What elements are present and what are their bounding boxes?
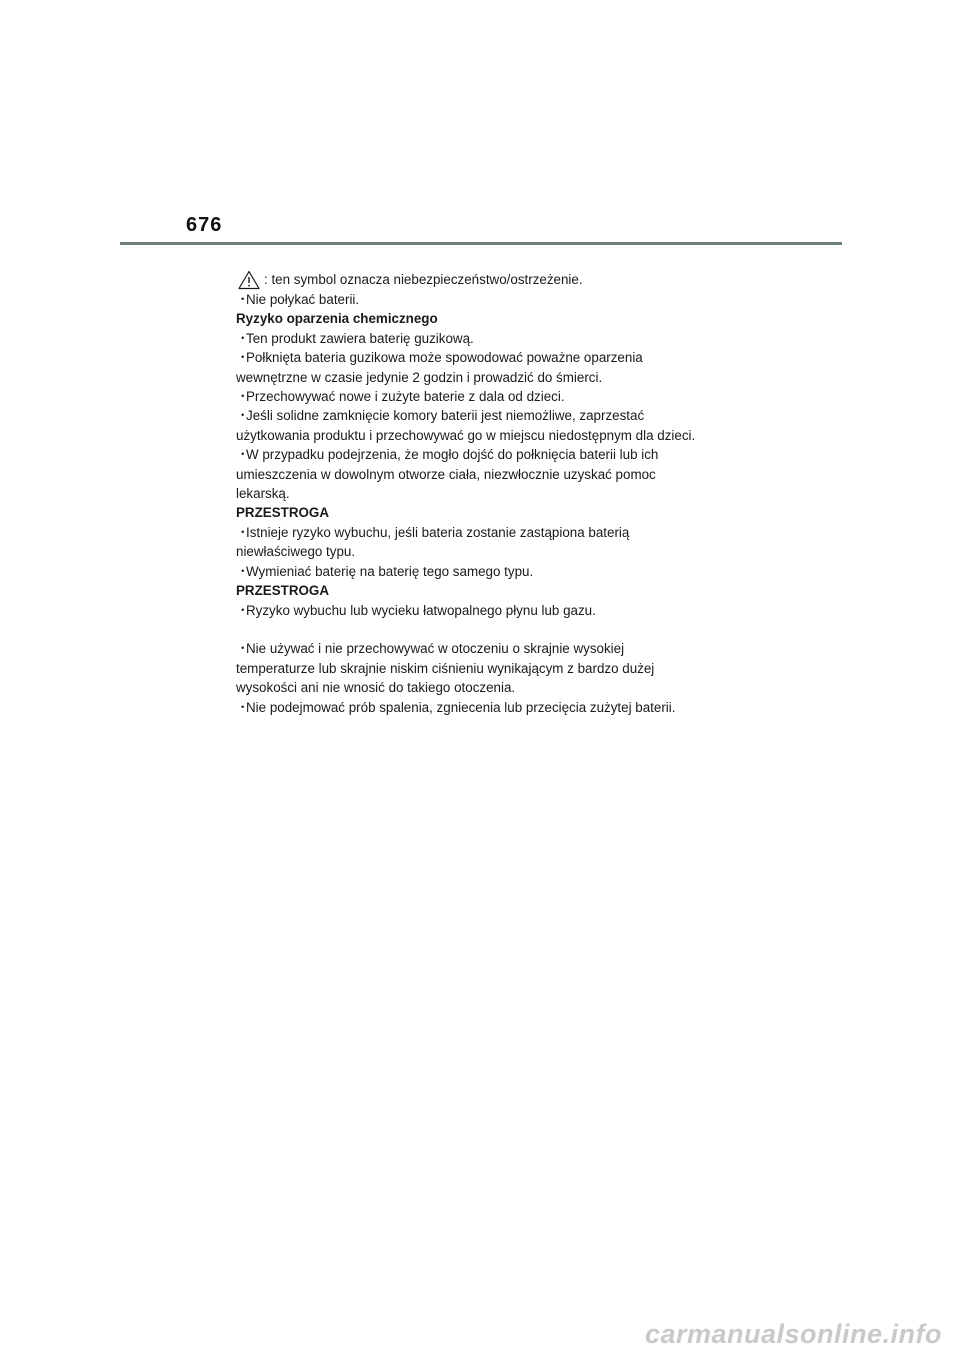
text-line xyxy=(236,542,756,561)
line-text: Jeśli solidne zamknięcie komory baterii jest niemożliwe, zaprzestać xyxy=(246,408,645,424)
text-line xyxy=(236,601,756,620)
text-line xyxy=(236,698,756,717)
line-text: Ryzyko wybuchu lub wycieku łatwopalnego płynu lub gazu. xyxy=(246,602,596,618)
line-text: Nie używać i nie przechowywać w otoczeniu o skrajnie wysokiej xyxy=(246,641,625,657)
bullet-marker: ・ xyxy=(236,699,250,715)
text-line xyxy=(236,348,756,367)
text-line xyxy=(236,562,756,581)
bullet-marker: ・ xyxy=(236,524,250,540)
bullet-marker: ・ xyxy=(236,641,250,657)
line-text: wysokości ani nie wnosić do takiego otoczenia. xyxy=(236,680,516,696)
bullet-marker: ・ xyxy=(236,408,250,424)
warning-triangle-icon xyxy=(238,270,260,290)
warning-legend-text: : ten symbol oznacza niebezpieczeństwo/ostrzeżenie. xyxy=(264,272,583,288)
section-heading xyxy=(236,309,756,328)
text-line xyxy=(236,523,756,542)
bullet-marker: ・ xyxy=(236,350,250,366)
line-text: wewnętrzne w czasie jedynie 2 godzin i prowadzić do śmierci. xyxy=(236,369,603,385)
text-line xyxy=(236,426,756,445)
bullet-marker: ・ xyxy=(236,563,250,579)
line-text: Połknięta bateria guzikowa może spowodować poważne oparzenia xyxy=(246,350,643,366)
warning-text-lines xyxy=(236,290,756,717)
watermark: carmanualsonline.info xyxy=(644,1319,942,1349)
bullet-marker: ・ xyxy=(236,602,250,618)
line-text: Nie połykać baterii. xyxy=(246,292,360,307)
line-text: lekarską. xyxy=(236,486,290,502)
line-text: użytkowania produktu i przechowywać go w miejscu niedostępnym dla dzieci. xyxy=(236,427,696,443)
section-heading xyxy=(236,503,756,522)
line-text: Przechowywać nowe i zużyte baterie z dala od dzieci. xyxy=(246,389,565,405)
text-line xyxy=(236,387,756,406)
bullet-marker: ・ xyxy=(236,447,250,463)
line-text: Ryzyko oparzenia chemicznego xyxy=(236,311,438,327)
text-line xyxy=(236,290,756,309)
text-line xyxy=(236,639,756,658)
text-line xyxy=(236,445,756,464)
line-text: Nie podejmować prób spalenia, zgniecenia lub przecięcia zużytej baterii. xyxy=(246,699,676,715)
line-text: Istnieje ryzyko wybuchu, jeśli bateria zostanie zastąpiona baterią xyxy=(246,524,630,540)
line-text: niewłaściwego typu. xyxy=(236,544,356,560)
line-text: temperaturze lub skrajnie niskim ciśnieniu wynikającym z bardzo dużej xyxy=(236,660,655,676)
line-text: umieszczenia w dowolnym otworze ciała, niezwłocznie uzyskać pomoc xyxy=(236,466,656,482)
text-line xyxy=(236,659,756,678)
line-text: Wymieniać baterię na baterię tego samego typu. xyxy=(246,563,534,579)
line-text: PRZESTROGA xyxy=(236,583,329,599)
blank-line xyxy=(236,620,756,639)
text-line xyxy=(236,465,756,484)
text-line xyxy=(236,406,756,425)
line-text: W przypadku podejrzenia, że mogło dojść do połknięcia baterii lub ich xyxy=(246,447,659,463)
text-line xyxy=(236,329,756,348)
page-number: 676 xyxy=(186,214,223,236)
text-line xyxy=(236,484,756,503)
line-text: PRZESTROGA xyxy=(236,505,329,521)
header-divider xyxy=(120,242,842,245)
bullet-marker: ・ xyxy=(236,389,250,405)
battery-warning-section xyxy=(236,270,756,717)
bullet-marker: ・ xyxy=(236,330,250,346)
line-text: Ten produkt zawiera baterię guzikową. xyxy=(246,330,474,346)
text-line xyxy=(236,368,756,387)
bullet-marker: ・ xyxy=(236,292,250,307)
warning-legend-line xyxy=(236,270,756,290)
section-heading xyxy=(236,581,756,600)
text-line xyxy=(236,678,756,697)
